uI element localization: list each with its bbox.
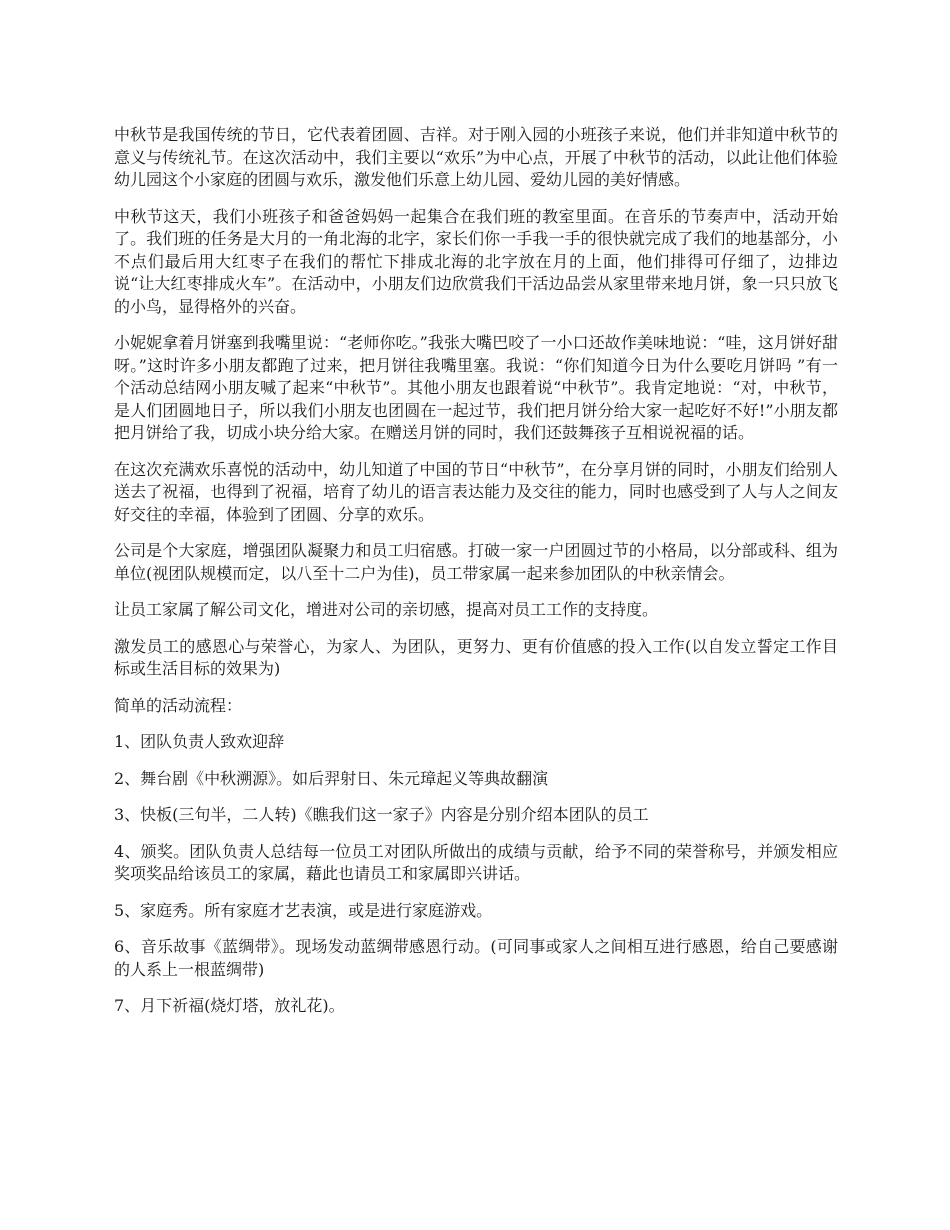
flow-heading: 简单的活动流程： xyxy=(114,695,243,715)
flow-item-7: 7、月下祈福(烧灯塔，放礼花)。 xyxy=(114,996,345,1015)
flow-item-5: 5、家庭秀。所有家庭才艺表演，或是进行家庭游戏。 xyxy=(114,900,493,920)
flow-item-6: 6、音乐故事《蓝绸带》。现场发动蓝绸带感恩行动。(可同事或家人之间相互进行感恩，给自己要感谢的人系上一根蓝绸带) xyxy=(114,937,838,979)
flow-item-3: 3、快板(三句半，二人转)《瞧我们这一家子》内容是分别介绍本团队的员工 xyxy=(114,805,649,824)
paragraph-activity: 中秋节这天，我们小班孩子和爸爸妈妈一起集合在我们班的教室里面。在音乐的节奏声中，活动开始了。我们班的任务是大月的一角北海的北字，家长们你一手我一手的很快就完成了我们的地基部分，小不点们最后用大红枣子在我们的帮忙下排成北海的北字放在月的上面，他们排得可仔细了，边排边说“让大红枣排成火车”。在活动中，小朋友们边欣赏我们干活边品尝从家里带来地月饼，象一只只放飞的小鸟，显得格外的兴奋。 xyxy=(114,206,838,316)
paragraph-goal-1: 让员工家属了解公司文化，增进对公司的亲切感，提高对员工工作的支持度。 xyxy=(114,600,659,619)
flow-item-4: 4、颁奖。团队负责人总结每一位员工对团队所做出的成绩与贡献，给予不同的荣誉称号，并颁发相应奖项奖品给该员工的家属，藉此也请员工和家属即兴讲话。 xyxy=(114,841,838,883)
paragraph-company: 公司是个大家庭，增强团队凝聚力和员工归宿感。打破一家一户团圆过节的小格局，以分部或科、组为单位(视团队规模而定，以八至十二户为佳)，员工带家属一起来参加团队的中秋亲情会。 xyxy=(114,541,838,583)
flow-item-2: 2、舞台剧《中秋溯源》。如后羿射日、朱元璋起义等典故翻演 xyxy=(114,768,549,788)
document-body xyxy=(114,124,838,1032)
flow-item-1: 1、团队负责人致欢迎辞 xyxy=(114,732,285,751)
paragraph-intro: 中秋节是我国传统的节日，它代表着团圆、吉祥。对于刚入园的小班孩子来说，他们并非知道中秋节的意义与传统礼节。在这次活动中，我们主要以“欢乐”为中心点，开展了中秋节的活动，以此让他们体验幼儿园这个小家庭的团圆与欢乐，激发他们乐意上幼儿园、爱幼儿园的美好情感。 xyxy=(114,125,838,189)
paragraph-goal-2: 激发员工的感恩心与荣誉心，为家人、为团队，更努力、更有价值感的投入工作(以自发立誓定工作目标或生活目标的效果为) xyxy=(114,636,838,678)
paragraph-mooncake: 小妮妮拿着月饼塞到我嘴里说：“老师你吃。”我张大嘴巴咬了一小口还故作美味地说：“哇，这月饼好甜呀。”这时许多小朋友都跑了过来，把月饼往我嘴里塞。我说：“你们知道今日为什么要吃月饼吗 ”有一个活动总结网小朋友喊了起来“中秋节”。其他小朋友也跟着说“中秋节”。我肯定地说：“对，中秋节，是人们团圆地日子，所以我们小朋友也团圆在一起过节，我们把月饼分给大家一起吃好不好!”小朋友都把月饼给了我，切成小块分给大家。在赠送月饼的同时，我们还鼓舞孩子互相说祝福的话。 xyxy=(114,333,838,442)
paragraph-summary: 在这次充满欢乐喜悦的活动中，幼儿知道了中国的节日“中秋节”，在分享月饼的同时，小朋友们给别人送去了祝福，也得到了祝福，培育了幼儿的语言表达能力及交往的能力，同时也感受到了人与人之间友好交往的幸福，体验到了团圆、分享的欢乐。 xyxy=(114,459,838,524)
